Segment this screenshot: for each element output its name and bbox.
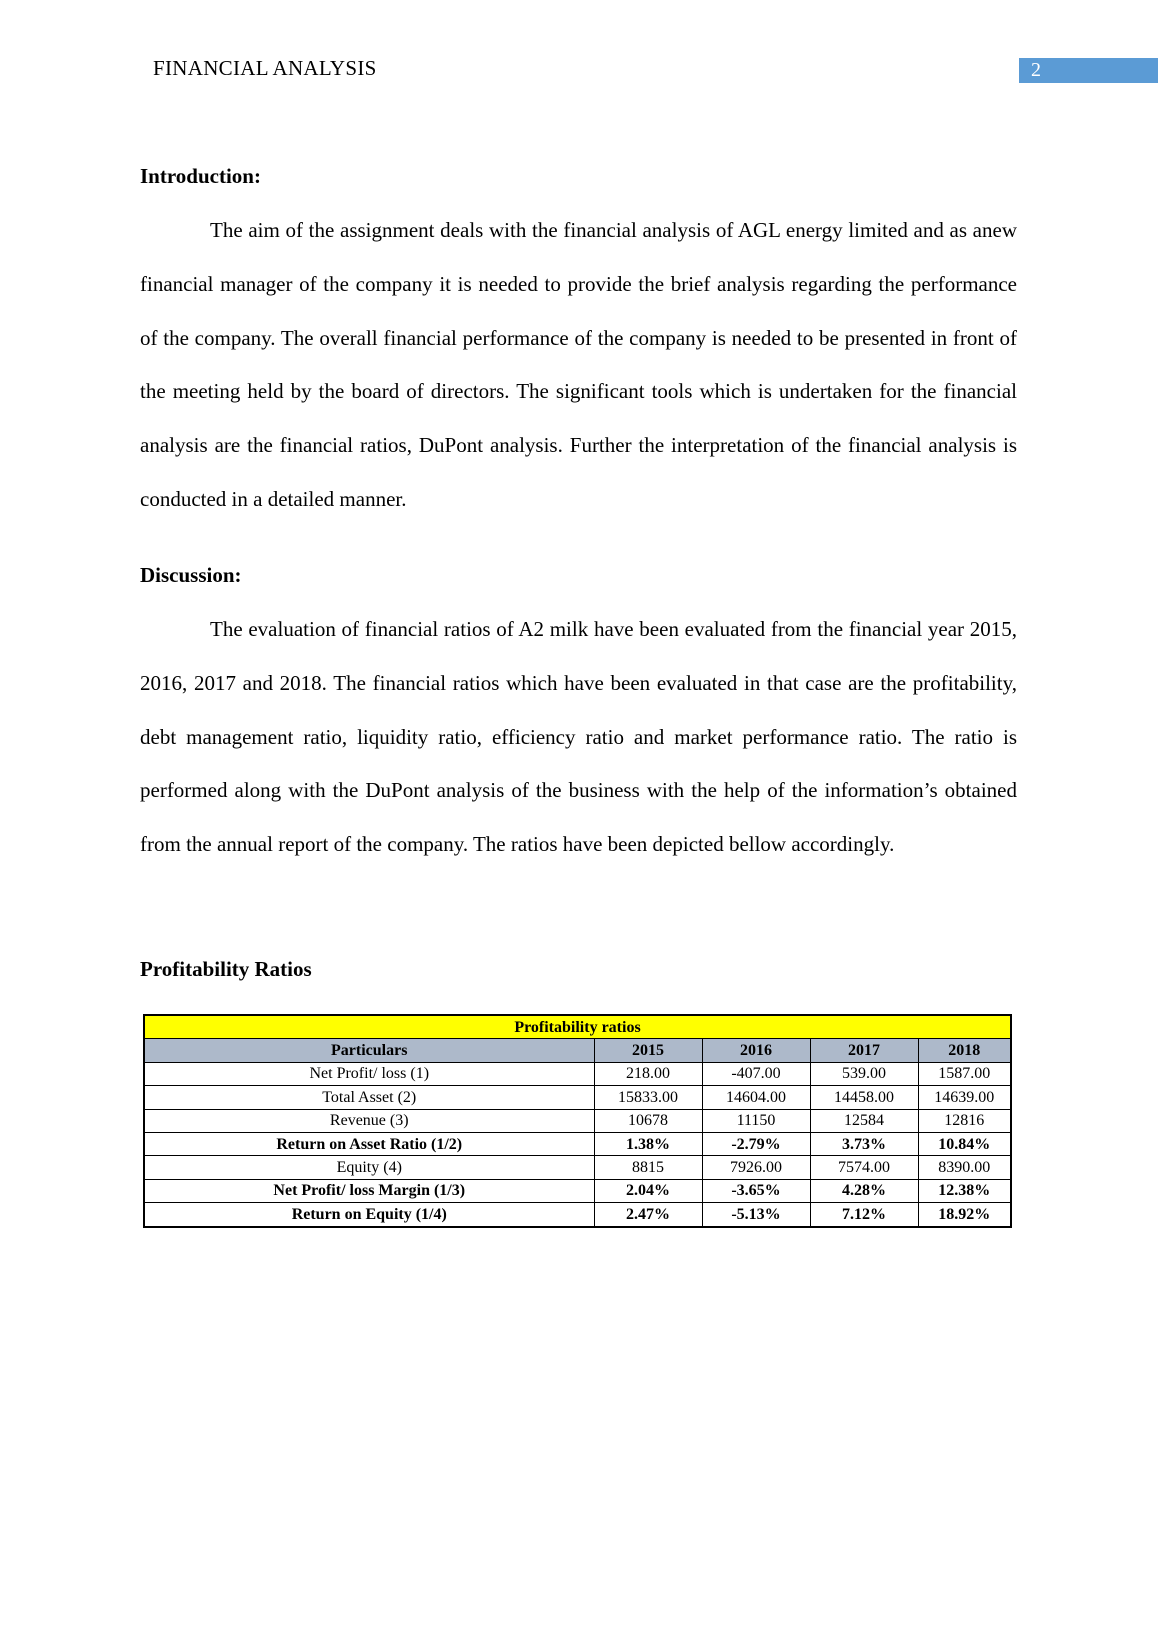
row-label: Equity (4) [144,1156,594,1179]
profitability-ratios-heading: Profitability Ratios [140,957,312,981]
cell-2017: 3.73% [810,1132,918,1155]
row-label: Revenue (3) [144,1109,594,1132]
table-row-revenue [144,1109,1011,1132]
cell-2018: 14639.00 [918,1086,1011,1109]
discussion-paragraph: The evaluation of financial ratios of A2 milk have been evaluated from the financial year 2015, 2016, 2017 and 2018. The financial ratios which have been evaluated in that case are the profitability, debt management ratio, liquidity ratio, efficiency ratio and market performance ratio. The ratio is performed along with the DuPont analysis of the business with the help of the information’s obtained from the annual report of the company. The ratios have been depicted bellow accordingly. [140,617,1017,857]
table-row-equity [144,1156,1011,1179]
cell-2015: 1.38% [594,1132,702,1155]
cell-2016: -2.79% [702,1132,810,1155]
cell-2018: 18.92% [918,1203,1011,1227]
column-header-particulars: Particulars [144,1039,594,1062]
cell-2016: -3.65% [702,1179,810,1202]
column-header-2015: 2015 [594,1039,702,1062]
cell-2016: 11150 [702,1109,810,1132]
column-header-2018: 2018 [918,1039,1011,1062]
cell-2018: 12816 [918,1109,1011,1132]
cell-2015: 218.00 [594,1062,702,1085]
running-header-title: FINANCIAL ANALYSIS [153,56,377,80]
row-label: Return on Asset Ratio (1/2) [144,1132,594,1155]
cell-2016: -407.00 [702,1062,810,1085]
cell-2018: 1587.00 [918,1062,1011,1085]
cell-2018: 12.38% [918,1179,1011,1202]
cell-2017: 539.00 [810,1062,918,1085]
introduction-paragraph: The aim of the assignment deals with the financial analysis of AGL energy limited and as anew financial manager of the company it is needed to provide the brief analysis regarding the performance of the company. The overall financial performance of the company is needed to be presented in front of the meeting held by the board of directors. The significant tools which is undertaken for the financial analysis are the financial ratios, DuPont analysis. Further the interpretation of the financial analysis is conducted in a detailed manner. [140,218,1017,511]
cell-2017: 12584 [810,1109,918,1132]
page-number: 2 [1031,59,1041,81]
table-row-total-asset [144,1086,1011,1109]
cell-2016: -5.13% [702,1203,810,1227]
cell-2018: 8390.00 [918,1156,1011,1179]
column-header-2016: 2016 [702,1039,810,1062]
column-header-2017: 2017 [810,1039,918,1062]
row-label: Net Profit/ loss (1) [144,1062,594,1085]
discussion-heading: Discussion: [140,563,242,587]
row-label: Total Asset (2) [144,1086,594,1109]
table-row-return-on-asset [144,1132,1011,1155]
cell-2017: 4.28% [810,1179,918,1202]
cell-2017: 7.12% [810,1203,918,1227]
introduction-heading: Introduction: [140,164,261,188]
cell-2018: 10.84% [918,1132,1011,1155]
cell-2017: 14458.00 [810,1086,918,1109]
row-label: Return on Equity (1/4) [144,1203,594,1227]
cell-2017: 7574.00 [810,1156,918,1179]
profitability-ratios-table [143,1014,1012,1228]
table-row-net-profit-margin [144,1179,1011,1202]
table-row-return-on-equity [144,1203,1011,1227]
cell-2016: 14604.00 [702,1086,810,1109]
row-label: Net Profit/ loss Margin (1/3) [144,1179,594,1202]
cell-2015: 15833.00 [594,1086,702,1109]
table-title: Profitability ratios [144,1015,1011,1039]
cell-2015: 2.47% [594,1203,702,1227]
cell-2015: 10678 [594,1109,702,1132]
profitability-table-container [143,1014,1010,1228]
cell-2015: 2.04% [594,1179,702,1202]
cell-2016: 7926.00 [702,1156,810,1179]
table-row-net-profit [144,1062,1011,1085]
cell-2015: 8815 [594,1156,702,1179]
table-header-row [144,1039,1011,1062]
